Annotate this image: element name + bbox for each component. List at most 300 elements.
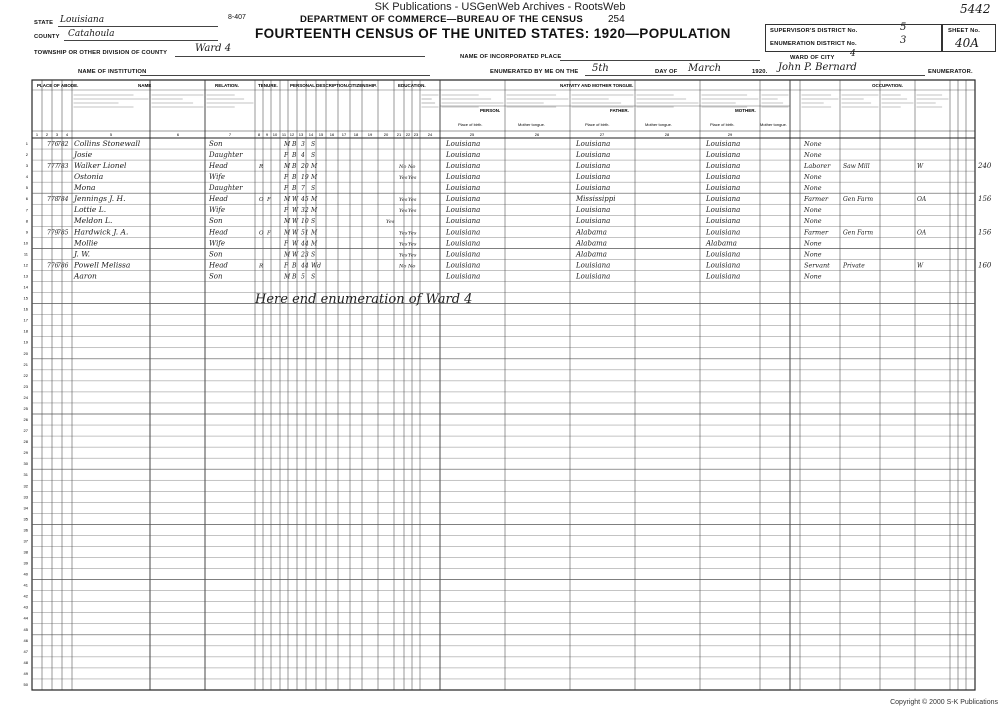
cell-race: B: [292, 174, 297, 182]
cell-mother: Louisiana: [706, 206, 741, 215]
cell-birth: Louisiana: [446, 261, 481, 270]
cell-read: Yes: [399, 197, 408, 204]
cell-age: 10: [301, 218, 309, 226]
line-number: 3: [25, 163, 28, 169]
cell-name: Ostonia: [74, 172, 104, 182]
cell-occupation: Servant: [804, 261, 830, 270]
cell-marital: S: [311, 218, 316, 226]
column-number: 20: [383, 132, 389, 137]
institution-label: NAME OF INSTITUTION: [78, 69, 147, 75]
line-number: 29: [23, 450, 28, 456]
cell-age: 4: [301, 151, 305, 159]
end-enumeration-note: Here end enumeration of Ward 4: [255, 292, 473, 307]
cell-name: J. W.: [74, 249, 90, 259]
cell-birth: Louisiana: [446, 206, 481, 215]
cell-school: Yes: [386, 219, 395, 226]
cell-mother: Louisiana: [706, 250, 741, 259]
cell-margin: 156: [978, 228, 992, 237]
cell-margin: 160: [978, 261, 992, 270]
cell-father: Louisiana: [576, 217, 611, 226]
column-number: 16: [329, 132, 335, 137]
line-number: 33: [23, 494, 28, 500]
cell-race: B: [292, 262, 297, 270]
line-number: 50: [23, 681, 28, 687]
line-number: 27: [23, 428, 28, 434]
cell-sex: M: [284, 251, 291, 259]
line-number: 12: [23, 262, 28, 268]
cell-father: Mississippi: [576, 195, 616, 204]
line-number: 48: [23, 659, 28, 665]
cell-age: 5: [301, 273, 305, 281]
column-number: 9: [265, 132, 269, 137]
table-row: [47, 260, 992, 269]
line-number: 24: [23, 394, 28, 400]
line-number: 25: [23, 405, 28, 411]
column-number: 2: [45, 132, 49, 137]
cell-race: W: [292, 196, 299, 204]
supervisor-value: 5: [900, 22, 907, 33]
cell-father: Louisiana: [576, 272, 611, 281]
cell-relation: Wife: [209, 239, 226, 248]
cell-mother: Louisiana: [706, 272, 741, 281]
supervisor-label: SUPERVISOR'S DISTRICT No.: [770, 28, 858, 34]
header-mother-tongue: Mother tongue.: [760, 122, 787, 127]
cell-dwelling: 777: [47, 163, 59, 171]
department-heading: DEPARTMENT OF COMMERCE—BUREAU OF THE CENSUS: [300, 14, 583, 25]
cell-birth: Louisiana: [446, 173, 481, 182]
line-number: 7: [25, 207, 28, 213]
cell-tenure: O: [259, 197, 264, 204]
table-row: [47, 227, 992, 236]
cell-read: Yes: [399, 208, 408, 215]
cell-age: 7: [301, 185, 305, 193]
table-row: [47, 194, 992, 203]
column-number: 4: [65, 132, 69, 137]
copyright-notice: Copyright © 2000 S-K Publications: [890, 699, 998, 706]
cell-tenure: O: [259, 230, 264, 237]
cell-relation: Head: [209, 162, 228, 171]
stamp-number: 254: [608, 14, 625, 25]
cell-occupation: None: [804, 250, 822, 259]
cell-birth: Louisiana: [446, 239, 481, 248]
cell-write: Yes: [408, 230, 417, 237]
line-number: 16: [23, 306, 28, 312]
cell-write: Yes: [408, 197, 417, 204]
cell-industry: Private: [843, 262, 865, 270]
table-row: [73, 271, 822, 280]
cell-age: 32: [301, 207, 309, 215]
cell-father: Alabama: [576, 239, 607, 248]
cell-mother: Alabama: [706, 239, 737, 248]
table-row: [72, 150, 822, 159]
cell-relation: Wife: [209, 206, 226, 215]
column-number: 26: [534, 132, 540, 137]
cell-age: 44: [301, 240, 309, 248]
cell-age: 44: [301, 262, 309, 270]
line-number: 15: [23, 295, 28, 301]
cell-mother: Louisiana: [706, 261, 741, 270]
header-person-birth: Place of birth.: [458, 122, 483, 127]
line-number: 41: [23, 582, 28, 588]
header-personal-description: PERSONAL DESCRIPTION.: [290, 83, 349, 88]
sheet-label: SHEET No.: [948, 28, 981, 34]
cell-race: W: [292, 218, 299, 226]
cell-family: 782: [57, 140, 69, 148]
table-row: [72, 249, 822, 258]
line-number: 44: [23, 615, 28, 621]
cell-sex: M: [284, 229, 291, 237]
cell-marital: S: [311, 140, 316, 148]
header-tenure: TENURE.: [258, 83, 278, 88]
column-number: 28: [664, 132, 670, 137]
line-number: 30: [23, 461, 28, 467]
table-row: [73, 205, 822, 214]
cell-class: W: [917, 262, 924, 270]
cell-write: No: [408, 263, 416, 270]
cell-relation: Daughter: [209, 184, 243, 193]
cell-name: Jennings J. H.: [74, 194, 126, 204]
archive-watermark: SK Publications - USGenWeb Archives - RootsWeb: [374, 1, 626, 13]
cell-name: Powell Melissa: [74, 260, 131, 270]
cell-occupation: None: [804, 150, 822, 159]
cell-relation: Son: [209, 272, 223, 281]
cell-margin: 156: [978, 195, 992, 204]
cell-birth: Louisiana: [446, 162, 481, 171]
cell-sex: M: [284, 218, 291, 226]
cell-name: Mollie: [74, 238, 98, 248]
cell-read: Yes: [399, 175, 408, 182]
line-number: 32: [23, 483, 28, 489]
table-row: [73, 216, 822, 225]
corner-number: 5442: [960, 2, 991, 16]
cell-family: 783: [57, 163, 69, 171]
cell-sex: M: [284, 273, 291, 281]
column-number: 5: [109, 132, 113, 137]
header-citizenship: CITIZENSHIP.: [348, 83, 377, 88]
line-number: 36: [23, 527, 28, 533]
cell-birth: Louisiana: [446, 184, 481, 193]
cell-sex: F: [284, 185, 289, 193]
cell-relation: Head: [209, 228, 228, 237]
header-father: FATHER.: [610, 108, 629, 113]
cell-marital: S: [311, 151, 316, 159]
cell-mother: Louisiana: [706, 184, 741, 193]
cell-occupation: None: [804, 173, 822, 182]
line-number: 39: [23, 560, 28, 566]
column-number: 12: [289, 132, 295, 137]
cell-birth: Louisiana: [446, 195, 481, 204]
ward-value: 4: [850, 49, 856, 59]
cell-own: F: [267, 197, 271, 204]
cell-marital: S: [311, 273, 316, 281]
cell-relation: Head: [209, 195, 228, 204]
cell-race: B: [292, 140, 297, 148]
cell-relation: Wife: [209, 173, 226, 182]
header-occupation: OCCUPATION.: [872, 83, 903, 88]
line-number: 26: [23, 417, 28, 423]
cell-own: F: [267, 230, 271, 237]
header-person-tongue: Mother tongue.: [518, 122, 545, 127]
line-number: 47: [23, 648, 28, 654]
cell-sex: F: [284, 207, 289, 215]
cell-occupation: Farmer: [804, 195, 829, 204]
cell-father: Louisiana: [576, 150, 611, 159]
cell-marital: M: [311, 174, 318, 182]
column-number: 10: [272, 132, 278, 137]
cell-occupation: None: [804, 206, 822, 215]
cell-marital: M: [311, 207, 318, 215]
cell-tenure: R: [259, 164, 264, 171]
cell-dwelling: 776: [47, 140, 59, 148]
column-number: 6: [176, 132, 180, 137]
cell-name: Collins Stonewall: [74, 138, 141, 148]
line-number: 43: [23, 604, 28, 610]
line-number: 18: [23, 328, 28, 334]
cell-family: 786: [57, 262, 69, 270]
cell-write: Yes: [408, 208, 417, 215]
cell-family: 785: [57, 229, 69, 237]
cell-race: B: [292, 163, 297, 171]
cell-birth: Louisiana: [446, 217, 481, 226]
enumeration-label: ENUMERATION DISTRICT No.: [770, 41, 857, 47]
header-person: PERSON.: [480, 108, 501, 113]
cell-mother: Louisiana: [706, 228, 741, 237]
line-number: 40: [23, 571, 28, 577]
cell-marital: M: [311, 163, 318, 171]
column-number: 22: [405, 132, 411, 137]
header-father-tongue: Mother tongue.: [645, 122, 672, 127]
cell-father: Louisiana: [576, 173, 611, 182]
enumerated-label: ENUMERATED BY ME ON THE: [490, 69, 579, 75]
enumerated-month: March: [688, 63, 722, 74]
line-number: 23: [23, 383, 28, 389]
table-grid-lines: [32, 80, 975, 690]
column-number: 24: [427, 132, 433, 137]
header-relation: RELATION.: [215, 83, 239, 88]
cell-father: Alabama: [576, 228, 607, 237]
census-title: FOURTEENTH CENSUS OF THE UNITED STATES: 1920—POPULATION: [255, 26, 731, 41]
cell-race: B: [292, 151, 297, 159]
cell-mother: Louisiana: [706, 150, 741, 159]
line-number: 31: [23, 472, 28, 478]
cell-dwelling: 778: [47, 196, 59, 204]
header-education: EDUCATION.: [398, 83, 426, 88]
cell-father: Louisiana: [576, 261, 611, 270]
county-value: Catahoula: [68, 29, 115, 39]
cell-marital: S: [311, 251, 316, 259]
cell-birth: Louisiana: [446, 228, 481, 237]
line-number: 22: [23, 372, 28, 378]
cell-father: Louisiana: [576, 139, 611, 148]
form-number: 8-407: [228, 14, 246, 21]
line-number: 2: [25, 152, 28, 158]
enumeration-value: 3: [900, 35, 907, 46]
cell-race: W: [292, 251, 299, 259]
cell-name: Meldon L.: [74, 216, 113, 226]
cell-father: Alabama: [576, 250, 607, 259]
cell-name: Aaron: [74, 271, 97, 281]
cell-dwelling: 776: [47, 262, 59, 270]
cell-dwelling: 779: [47, 229, 59, 237]
header-nativity: NATIVITY AND MOTHER TONGUE.: [560, 83, 634, 88]
line-number: 9: [25, 229, 28, 235]
column-number: 3: [55, 132, 59, 137]
line-number: 5: [25, 185, 28, 191]
cell-occupation: Laborer: [804, 162, 831, 171]
cell-sex: M: [284, 196, 291, 204]
cell-write: Yes: [408, 241, 417, 248]
line-number: 4: [25, 174, 28, 180]
cell-marital: Wd: [311, 262, 322, 270]
cell-family: 784: [57, 196, 69, 204]
column-number: 14: [308, 132, 314, 137]
incorporated-label: NAME OF INCORPORATED PLACE: [460, 54, 562, 60]
enumerator-label: ENUMERATOR.: [928, 69, 973, 75]
cell-write: Yes: [408, 252, 417, 259]
cell-race: W: [292, 207, 299, 215]
cell-tenure: R: [259, 263, 264, 270]
cell-class: OA: [917, 196, 927, 204]
cell-margin: 240: [978, 162, 992, 171]
cell-name: Walker Lionel: [74, 161, 127, 171]
line-number: 34: [23, 505, 28, 511]
line-number: 49: [23, 670, 28, 676]
line-number: 38: [23, 549, 28, 555]
column-number: 13: [298, 132, 304, 137]
cell-read: Yes: [399, 252, 408, 259]
cell-mother: Louisiana: [706, 217, 741, 226]
cell-age: 23: [301, 251, 309, 259]
cell-read: Yes: [399, 241, 408, 248]
column-number: 25: [469, 132, 475, 137]
cell-birth: Louisiana: [446, 139, 481, 148]
cell-relation: Daughter: [209, 150, 243, 159]
cell-marital: M: [311, 240, 318, 248]
cell-age: 20: [301, 163, 309, 171]
township-value: Ward 4: [195, 43, 232, 54]
cell-sex: F: [284, 174, 289, 182]
state-label: STATE: [34, 20, 54, 26]
header-mother: MOTHER.: [735, 108, 756, 113]
cell-birth: Louisiana: [446, 272, 481, 281]
cell-mother: Louisiana: [706, 173, 741, 182]
cell-industry: Saw Mill: [843, 163, 870, 171]
column-number: 8: [257, 132, 261, 137]
year-label: 1920.: [752, 69, 768, 75]
column-number: 27: [599, 132, 605, 137]
cell-name: Josie: [74, 149, 93, 159]
section-headers: [37, 83, 903, 127]
sheet-value: 40A: [955, 36, 979, 50]
line-number: 45: [23, 626, 28, 632]
column-number: 15: [318, 132, 324, 137]
cell-birth: Louisiana: [446, 150, 481, 159]
cell-sex: F: [284, 151, 289, 159]
cell-industry: Gen Farm: [843, 229, 874, 237]
cell-race: B: [292, 185, 297, 193]
cell-occupation: None: [804, 139, 822, 148]
cell-mother: Louisiana: [706, 139, 741, 148]
line-number: 37: [23, 538, 28, 544]
line-number: 14: [23, 284, 28, 290]
line-number: 6: [25, 196, 28, 202]
cell-sex: M: [284, 163, 291, 171]
cell-race: B: [292, 273, 297, 281]
cell-birth: Louisiana: [446, 250, 481, 259]
cell-class: OA: [917, 229, 927, 237]
cell-relation: Son: [209, 139, 223, 148]
cell-industry: Gen Farm: [843, 196, 874, 204]
column-number: 18: [353, 132, 359, 137]
cell-occupation: None: [804, 217, 822, 226]
line-number: 11: [23, 251, 28, 257]
column-number: 11: [281, 132, 287, 137]
cell-age: 3: [301, 140, 305, 148]
day-of-label: DAY OF: [655, 69, 678, 75]
cell-name: Mona: [74, 183, 96, 193]
header-father-birth: Place of birth.: [585, 122, 610, 127]
line-number: 1: [25, 141, 28, 147]
cell-relation: Son: [209, 217, 223, 226]
cell-marital: S: [311, 185, 316, 193]
table-row: [74, 172, 822, 181]
column-number: 7: [228, 132, 232, 137]
table-row: [73, 183, 822, 192]
cell-race: W: [292, 229, 299, 237]
line-number: 13: [23, 273, 28, 279]
header-name: NAME: [138, 83, 152, 88]
county-label: COUNTY: [34, 34, 60, 40]
cell-write: No: [408, 164, 416, 171]
cell-father: Louisiana: [576, 206, 611, 215]
cell-mother: Louisiana: [706, 195, 741, 204]
table-row: [73, 238, 822, 247]
header-place-of-abode: PLACE OF ABODE.: [37, 83, 79, 88]
table-row: [47, 161, 992, 170]
cell-sex: M: [284, 140, 291, 148]
cell-father: Louisiana: [576, 184, 611, 193]
column-number: 21: [396, 132, 402, 137]
cell-write: Yes: [408, 175, 417, 182]
state-value: Louisiana: [60, 15, 105, 25]
line-number: 20: [23, 350, 28, 356]
cell-sex: F: [284, 262, 289, 270]
column-numbers: [36, 132, 733, 137]
column-number: 1: [35, 132, 39, 137]
line-numbers: [24, 141, 29, 687]
column-number: 29: [727, 132, 733, 137]
cell-father: Louisiana: [576, 162, 611, 171]
cell-read: Yes: [399, 230, 408, 237]
enumerated-day: 5th: [592, 63, 609, 74]
cell-marital: M: [311, 196, 318, 204]
cell-read: No: [399, 263, 407, 270]
cell-class: W: [917, 163, 924, 171]
township-label: TOWNSHIP OR OTHER DIVISION OF COUNTY: [34, 50, 168, 56]
cell-age: 51: [301, 229, 309, 237]
cell-marital: M: [311, 229, 318, 237]
cell-sex: F: [284, 240, 289, 248]
cell-read: No: [399, 164, 407, 171]
cell-occupation: Farmer: [804, 228, 829, 237]
header-mother-birth: Place of birth.: [710, 122, 735, 127]
ward-label: WARD OF CITY: [790, 55, 835, 61]
cell-mother: Louisiana: [706, 162, 741, 171]
cell-occupation: None: [804, 239, 822, 248]
line-number: 21: [23, 361, 28, 367]
cell-name: Lottie L.: [74, 205, 107, 215]
cell-relation: Son: [209, 250, 223, 259]
